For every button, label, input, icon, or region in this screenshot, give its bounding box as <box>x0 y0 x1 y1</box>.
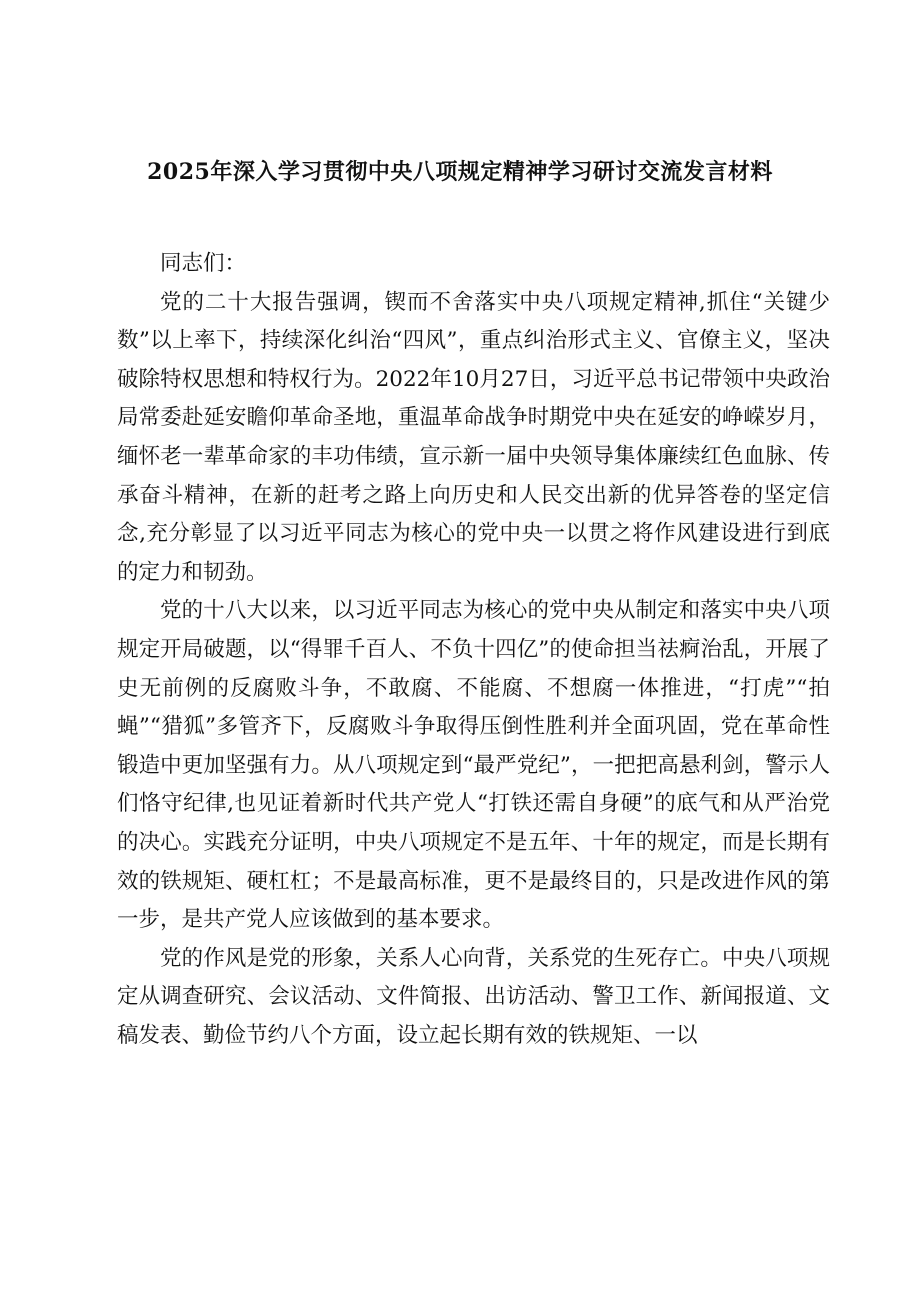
paragraph-3: 党的作风是党的形象，关系人心向背，关系党的生死存亡。中央八项规定从调查研究、会议活动、文件简报、出访活动、警卫工作、新闻报道、文稿发表、勤俭节约八个方面，设立起长期有效的铁规矩、一以 <box>117 945 830 1048</box>
document-title: 2025年深入学习贯彻中央八项规定精神学习研讨交流发言材料 <box>147 159 773 185</box>
greeting: 同志们： <box>160 251 247 276</box>
document-body <box>117 245 830 1055</box>
paragraph-1: 党的二十大报告强调，锲而不舍落实中央八项规定精神,抓住“关键少数”以上率下，持续深化纠治“四风”，重点纠治形式主义、官僚主义，坚决破除特权思想和特权行为。2022年10月27日，习近平总书记带领中央政治局常委赴延安瞻仰革命圣地，重温革命战争时期党中央在延安的峥嵘岁月，缅怀老一辈革命家的丰功伟绩，宣示新一届中央领导集体廉续红色血脉、传承奋斗精神，在新的赶考之路上向历史和人民交出新的优异答卷的坚定信念,充分彰显了以习近平同志为核心的党中央一以贯之将作风建设进行到底的定力和韧劲。 <box>117 289 830 585</box>
paragraph-2: 党的十八大以来，以习近平同志为核心的党中央从制定和落实中央八项规定开局破题，以“得罪千百人、不负十四亿”的使命担当祛痾治乱，开展了史无前例的反腐败斗争，不敢腐、不能腐、不想腐一体推进，“打虎”“拍蝇”“猎狐”多管齐下，反腐败斗争取得压倒性胜利并全面巩固，党在革命性锻造中更加坚强有力。从八项规定到“最严党纪”，一把把高悬利剑，警示人们恪守纪律,也见证着新时代共产党人“打铁还需自身硬”的底气和从严治党的决心。实践充分证明，中央八项规定不是五年、十年的规定，而是长期有效的铁规矩、硬杠杠；不是最高标准，更不是最终目的，只是改进作风的第一步，是共产党人应该做到的基本要求。 <box>117 598 830 933</box>
